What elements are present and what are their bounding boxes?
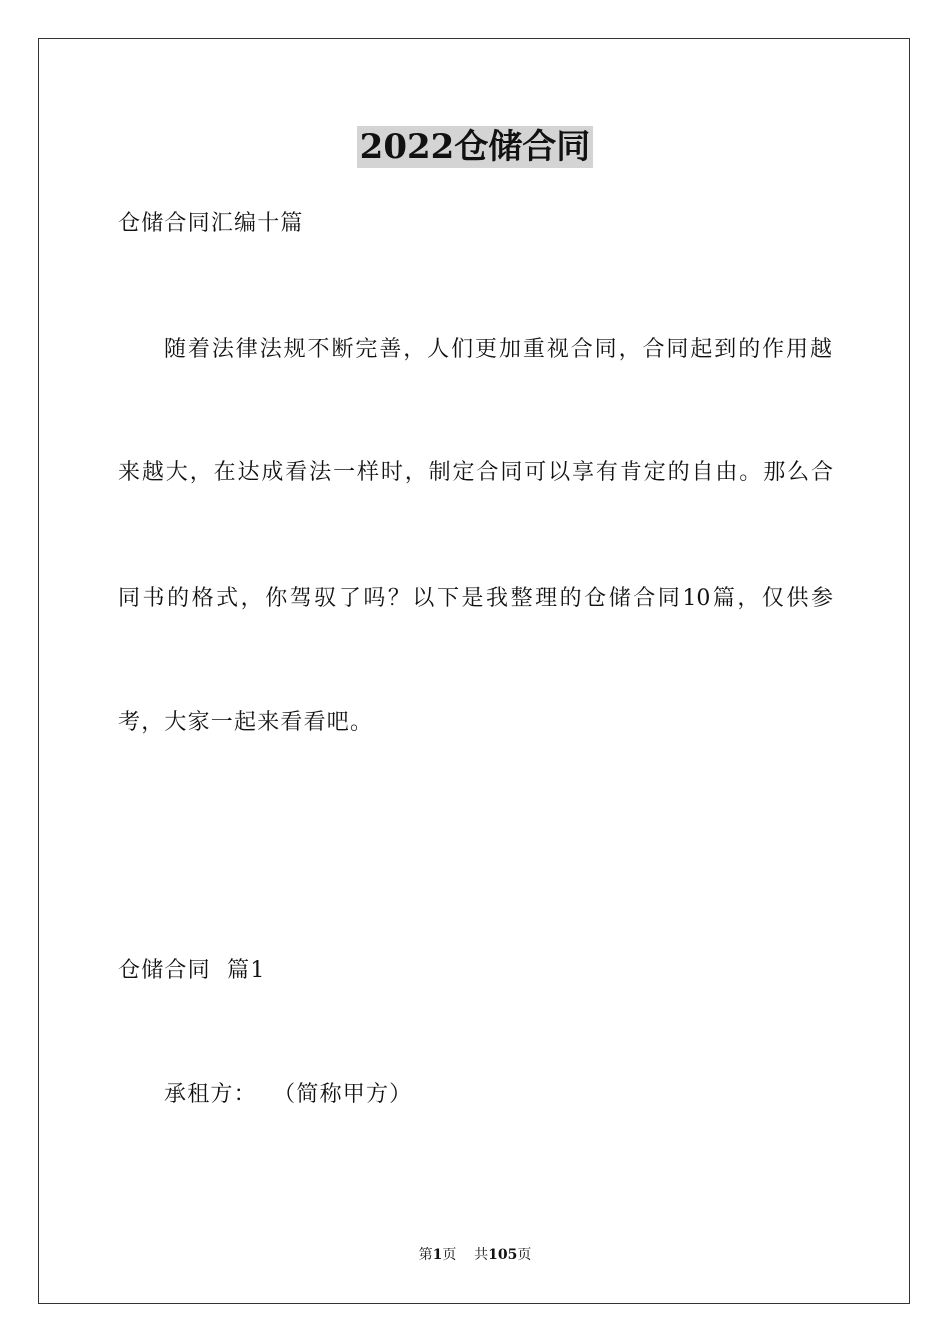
footer-total-prefix: 共 xyxy=(474,1247,489,1263)
title-container xyxy=(0,126,950,168)
lessee-line: 承租方： （简称甲方） xyxy=(164,1082,413,1107)
footer-total-pages: 105 xyxy=(488,1247,518,1263)
section-heading: 仓储合同 篇1 xyxy=(118,958,266,983)
document-subtitle: 仓储合同汇编十篇 xyxy=(118,211,304,236)
footer-page-prefix: 第 xyxy=(418,1247,433,1263)
footer-page-suffix: 页 xyxy=(442,1247,457,1263)
document-title: 2022仓储合同 xyxy=(357,126,594,168)
footer-page-number: 1 xyxy=(432,1247,443,1263)
intro-line-1: 随着法律法规不断完善，人们更加重视合同，合同起到的作用越 xyxy=(164,337,832,362)
page-footer xyxy=(0,1246,950,1264)
footer-total-suffix: 页 xyxy=(517,1247,532,1263)
intro-line-2: 来越大，在达成看法一样时，制定合同可以享有肯定的自由。那么合 xyxy=(118,460,833,485)
intro-line-4: 考，大家一起来看看吧。 xyxy=(118,710,374,735)
intro-line-3: 同书的格式，你驾驭了吗？以下是我整理的仓储合同10篇，仅供参 xyxy=(118,586,833,611)
